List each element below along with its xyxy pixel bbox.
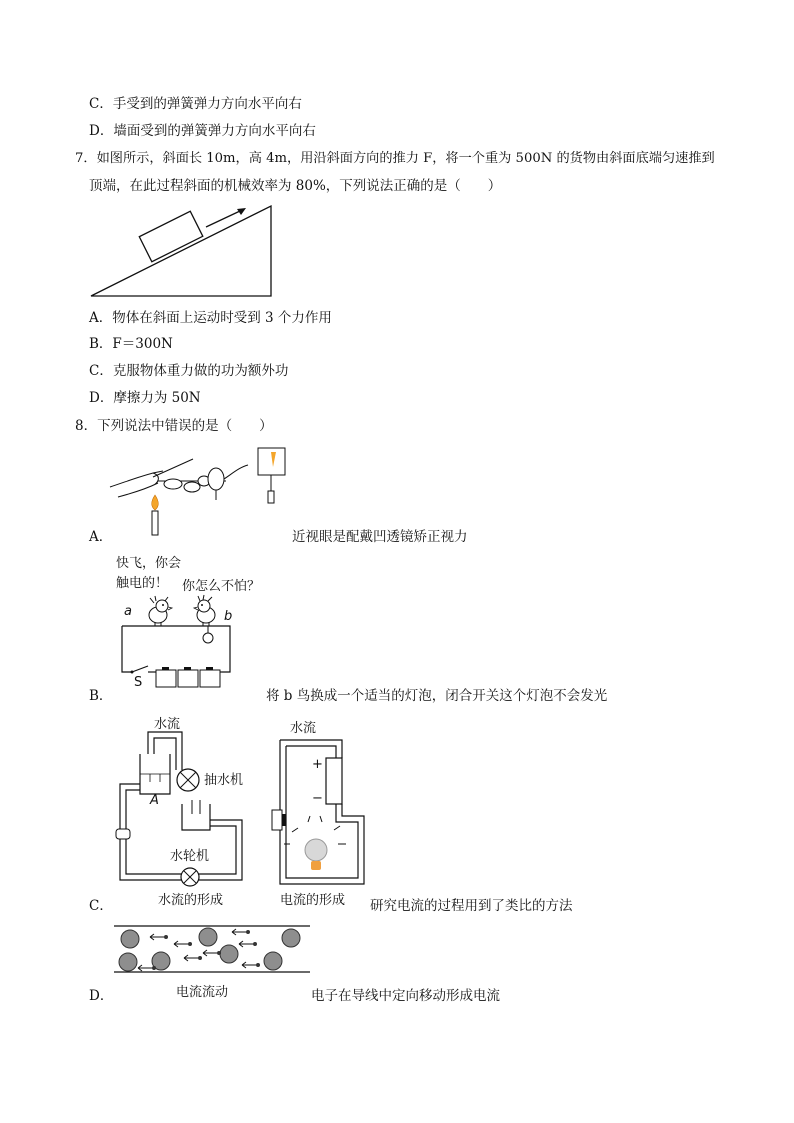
cargo-box [139, 211, 203, 262]
label-tank-a: A [150, 793, 159, 808]
circuit-wire [122, 626, 230, 672]
q7-stem-line2: 顶端，在此过程斜面的机械效率为 80%，下列说法正确的是（ ） [89, 178, 502, 194]
water-circuit-analogy-figure [112, 712, 372, 912]
atom-core [264, 952, 282, 970]
electron-flow-figure [114, 920, 314, 1000]
water-pipe [120, 784, 242, 880]
atom-core [282, 929, 300, 947]
caption-water-flow: 水流的形成 [158, 893, 224, 908]
myopia-experiment-figure [108, 445, 308, 540]
battery [200, 670, 220, 687]
lens-ellipse [164, 479, 182, 489]
label-water-flow-left: 水流 [154, 717, 181, 732]
bulb-icon [203, 633, 213, 643]
label-water-flow-right: 水流 [290, 721, 317, 736]
convex-lens [208, 468, 224, 490]
label-minus: − [312, 791, 323, 806]
caption-current-flow: 电流流动 [176, 985, 229, 1000]
caption-electric-current: 电流的形成 [280, 893, 346, 908]
lens-ellipse [184, 482, 200, 492]
hand-sketch [110, 471, 163, 497]
q8-option-d-letter: D． [89, 988, 114, 1004]
atom-core [121, 930, 139, 948]
label-turbine: 水轮机 [170, 849, 210, 864]
bird-speech-1-line2: 触电的！ [116, 576, 169, 591]
bird-b [194, 595, 215, 626]
switch [132, 666, 148, 672]
q7-stem-line1: 7．如图所示，斜面长 10m，高 4m，用沿斜面方向的推力 F，将一个重为 500N 的货物由斜面底端匀速推到 [75, 151, 715, 166]
valve-icon [116, 829, 130, 839]
q8-option-b-text: 将 b 鸟换成一个适当的灯泡，闭合开关这个灯泡不会发光 [266, 688, 608, 704]
bird-speech-1-line1: 快飞，你会 [116, 556, 182, 571]
q7-option-d: D．摩擦力为 50N [89, 390, 201, 406]
q8-option-d-text: 电子在导线中定向移动形成电流 [311, 988, 500, 1004]
q6-option-d: D．墙面受到的弹簧弹力方向水平向右 [89, 123, 316, 139]
birds-circuit-figure [118, 598, 248, 693]
label-bird-b: b [224, 609, 233, 624]
battery [156, 670, 176, 687]
switch-icon [272, 810, 282, 830]
label-pump: 抽水机 [204, 773, 244, 788]
incline-figure [88, 204, 278, 299]
atom-core [119, 953, 137, 971]
label-plus: + [312, 757, 323, 772]
q8-option-b-letter: B． [89, 688, 113, 704]
q7-option-a: A．物体在斜面上运动时受到 3 个力作用 [89, 310, 332, 326]
glowing-bulb-icon [284, 816, 346, 870]
atom-core [220, 945, 238, 963]
q8-option-c-letter: C． [89, 898, 113, 914]
q8-option-a-text: 近视眼是配戴凹透镜矫正视力 [292, 529, 468, 545]
battery [178, 670, 198, 687]
water-tank-lower [182, 804, 210, 830]
q7-option-c: C．克服物体重力做的功为额外功 [89, 363, 289, 379]
label-switch-s: S [134, 675, 143, 690]
q7-option-b: B．F＝300N [89, 336, 173, 352]
label-bird-a: a [124, 604, 132, 619]
battery-cell [326, 758, 342, 804]
q8-option-c-text: 研究电流的过程用到了类比的方法 [370, 898, 573, 914]
q8-stem: 8．下列说法中错误的是（ ） [75, 418, 273, 434]
q6-option-c: C．手受到的弹簧弹力方向水平向右 [89, 96, 302, 112]
q8-option-a-letter: A． [89, 529, 113, 545]
candle-flame [152, 495, 159, 510]
bird-speech-2: 你怎么不怕？ [182, 579, 261, 594]
bird-a [149, 596, 172, 626]
atom-core [199, 928, 217, 946]
candle-body [152, 511, 158, 535]
